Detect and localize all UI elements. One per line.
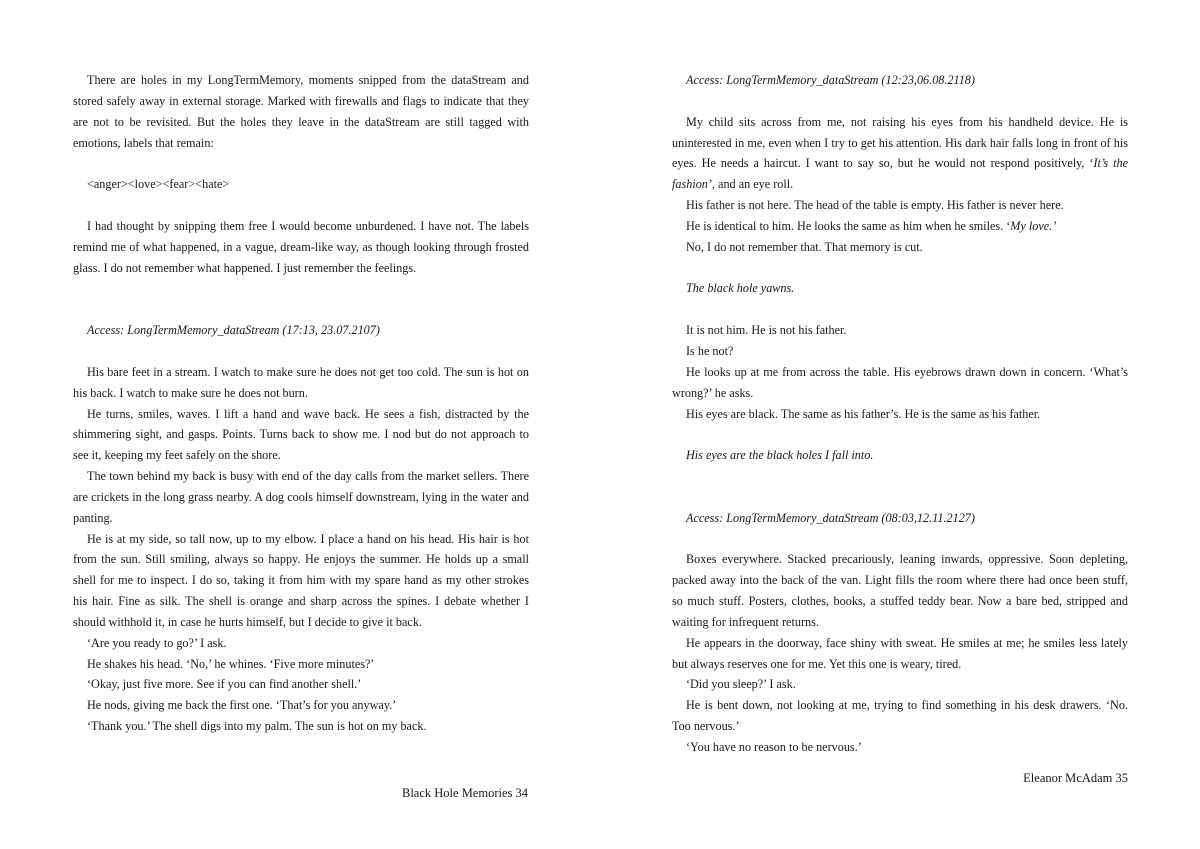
dialogue-line: ‘Thank you.’ The shell digs into my palm. The sun is hot on my back. xyxy=(87,719,427,734)
italic-quote: My love.’ xyxy=(1010,218,1057,233)
paragraph: No, I do not remember that. That memory is cut. xyxy=(686,239,923,254)
left-page-text xyxy=(73,70,529,737)
paragraph xyxy=(672,112,1128,195)
paragraph: He is bent down, not looking at me, trying to find something in his desk drawers. ‘No. Too nervous.’ xyxy=(672,698,1128,734)
dialogue-line: ‘You have no reason to be nervous.’ xyxy=(686,740,862,754)
text-run: , and an eye roll. xyxy=(711,177,794,192)
paragraph: His father is not here. The head of the table is empty. His father is never here. xyxy=(686,198,1064,213)
access-heading: Access: LongTermMemory_dataStream (08:03,12.11.2127) xyxy=(686,510,975,525)
paragraph: His eyes are black. The same as his father’s. He is the same as his father. xyxy=(686,406,1041,421)
paragraph xyxy=(672,216,1128,237)
dialogue-line: ‘Are you ready to go?’ I ask. xyxy=(87,635,227,650)
dialogue-line: He shakes his head. ‘No,’ he whines. ‘Five more minutes?’ xyxy=(87,656,375,671)
paragraph: There are holes in my LongTermMemory, moments snipped from the dataStream and stored safely away in external storage. Marked with firewalls and flags to indicate that they are not to be revisited. But the holes they leave in the dataStream are still tagged with emotions, labels that remain: xyxy=(73,73,529,150)
dialogue-line: ‘Did you sleep?’ I ask. xyxy=(686,677,796,692)
paragraph: He turns, smiles, waves. I lift a hand and wave back. He sees a fish, distracted by the shimmering sight, and gasps. Points. Turns back to show me. I nod but do not approach to see it, keeping my feet safely on the shore. xyxy=(73,406,529,463)
dialogue-line: ‘Okay, just five more. See if you can find another shell.’ xyxy=(87,677,362,692)
page-footer-right: Eleanor McAdam 35 xyxy=(1023,771,1128,785)
text-run: He is identical to him. He looks the same as him when he smiles. ‘ xyxy=(686,218,1011,233)
text-run: My child sits across from me, not raising his eyes from his handheld device. He is uninterested in me, even when I try to get his attention. His dark hair falls long in front of his eyes. He needs a haircut. I want to say so, but he would not respond positively, ‘ xyxy=(672,114,1128,171)
paragraph: Is he not? xyxy=(686,343,734,358)
emotion-tags: <anger><love><fear><hate> xyxy=(87,177,230,192)
access-heading: Access: LongTermMemory_dataStream (17:13, 23.07.2107) xyxy=(87,323,380,338)
paragraph: The town behind my back is busy with end of the day calls from the market sellers. There are crickets in the long grass nearby. A dog cools himself downstream, lying in the water and panting. xyxy=(73,469,529,525)
italic-line: His eyes are the black holes I fall into. xyxy=(686,448,874,463)
paragraph: His bare feet in a stream. I watch to make sure he does not get too cold. The sun is hot on his back. I watch to make sure he does not burn. xyxy=(73,364,529,400)
paragraph: I had thought by snipping them free I would become unburdened. I have not. The labels remind me of what happened, in a vague, dream-like way, as though looking through frosted glass. I do not remember what happened. I just remember the feelings. xyxy=(73,218,529,275)
page-footer-left: Black Hole Memories 34 xyxy=(401,786,528,800)
italic-quote: It’s the fashion’ xyxy=(672,156,1128,192)
dialogue-line: He nods, giving me back the first one. ‘That’s for you anyway.’ xyxy=(87,698,397,713)
italic-line: The black hole yawns. xyxy=(686,281,795,296)
access-heading: Access: LongTermMemory_dataStream (12:23,06.08.2118) xyxy=(686,73,975,87)
paragraph: Boxes everywhere. Stacked precariously, leaning inwards, oppressive. Soon depleting, packed away into the back of the van. Light fills the room where there had once been stuff, so much stuff. Posters, clothes, books, a stuffed teddy bear. Now a bare bed, stripped and waiting for infrequent returns. xyxy=(672,552,1128,629)
paragraph: He looks up at me from across the table. His eyebrows drawn down in concern. ‘What’s wrong?’ he asks. xyxy=(672,364,1128,400)
right-page-text xyxy=(672,70,1128,758)
right-page xyxy=(600,0,1200,849)
paragraph: It is not him. He is not his father. xyxy=(686,323,847,338)
paragraph: He is at my side, so tall now, up to my elbow. I place a hand on his head. His hair is hot from the sun. Still smiling, always so happy. He enjoys the summer. He holds up a small shell for me to inspect. I do so, taking it from him with my spare hand as my other strokes his hair. Fine as silk. The shell is orange and sharp across the spines. I debate whether I should withhold it, in case he hurts himself, but I decide to give it back. xyxy=(73,531,529,629)
paragraph: He appears in the doorway, face shiny with sweat. He smiles at me; he smiles less lately but always reserves one for me. Yet this one is weary, tired. xyxy=(672,635,1128,671)
